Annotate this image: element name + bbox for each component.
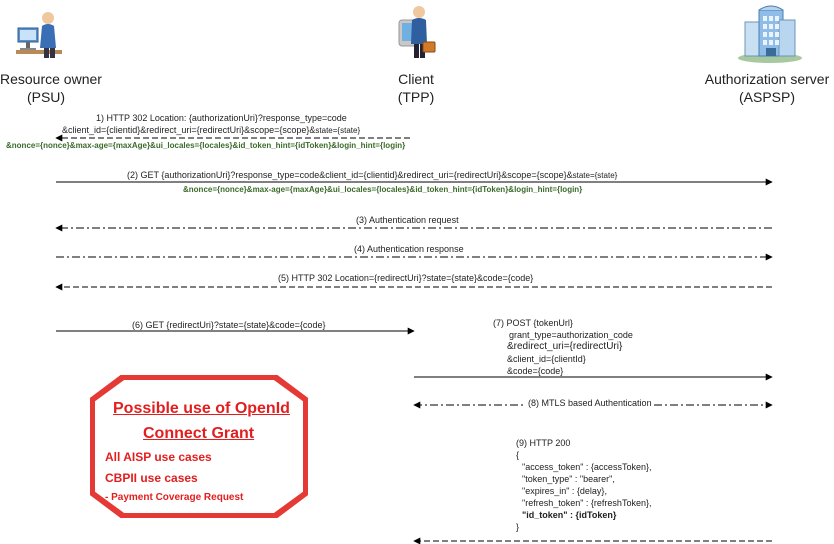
actor-authorization-server-name: Authorization server [704, 71, 830, 87]
callout-item-3: - Payment Coverage Request [105, 492, 244, 503]
message-7-line-4: &client_id={clientId} [507, 354, 586, 364]
message-3: (3) Authentication request [356, 215, 459, 225]
message-4: (4) Authentication response [354, 244, 464, 254]
message-9-line-8: } [516, 522, 520, 532]
actor-client-name: Client [398, 71, 434, 87]
message-1-oidc-params: &nonce={nonce}&max-age={maxAge}&ui_locales={locales}&id_token_hint={idToken}&login_hint={login} [6, 141, 406, 150]
message-7-line-2: grant_type=authorization_code [509, 330, 633, 340]
message-7 [493, 317, 633, 377]
message-8: (8) MTLS based Authentication [528, 398, 652, 408]
message-9-line-5: "expires_in" : {delay}, [522, 486, 607, 496]
callout-item-1: All AISP use cases [105, 450, 212, 464]
message-1-line1: 1) HTTP 302 Location: {authorizationUri}?response_type=code [96, 113, 347, 123]
actor-resource-owner-role: (PSU) [26, 89, 66, 105]
message-9-line-2: { [516, 450, 520, 460]
message-9-line-1: (9) HTTP 200 [516, 438, 571, 448]
message-2-request: (2) GET {authorizationUri}?response_type=code&client_id={clientid}&redirect_uri={redirectUri}&scope={scope}& [127, 170, 573, 180]
message-7-line-1: (7) POST {tokenUrl} [493, 318, 573, 328]
actor-resource-owner-name: Resource owner [0, 71, 102, 87]
message-7-line-3: &redirect_uri={redirectUri} [507, 341, 623, 352]
message-9-line-7: "id_token" : {idToken} [522, 510, 617, 520]
message-2-line1 [127, 169, 617, 182]
callout-item-2: CBPII use cases [105, 471, 198, 485]
message-1-params: &client_id={clientid}&redirect_uri={redirectUri}&scope={scope}& [62, 125, 316, 135]
message-9-line-6: "refresh_token" : {refreshToken}, [522, 498, 652, 508]
message-2-state: state={state} [572, 171, 618, 180]
message-9 [516, 437, 651, 533]
message-7-line-5: &code={code} [507, 366, 564, 376]
actor-client-role: (TPP) [397, 89, 435, 105]
actor-authorization-server-role: (ASPSP) [738, 89, 795, 105]
message-6: (6) GET {redirectUri}?state={state}&code={code} [132, 320, 326, 330]
callout-title-line2: Connect Grant [143, 425, 255, 442]
message-1-state: state={state} [315, 126, 361, 135]
message-9-line-3: "access_token" : {accessToken}, [522, 462, 652, 472]
message-2-oidc-params: &nonce={nonce}&max-age={maxAge}&ui_locales={locales}&id_token_hint={idToken}&login_hint={login} [183, 185, 583, 194]
message-5: (5) HTTP 302 Location={redirectUri}?state={state}&code={code} [278, 273, 534, 283]
message-9-line-4: "token_type" : "bearer", [522, 474, 615, 484]
callout-title-line1: Possible use of OpenId [113, 400, 290, 417]
message-1-line2 [62, 124, 360, 137]
